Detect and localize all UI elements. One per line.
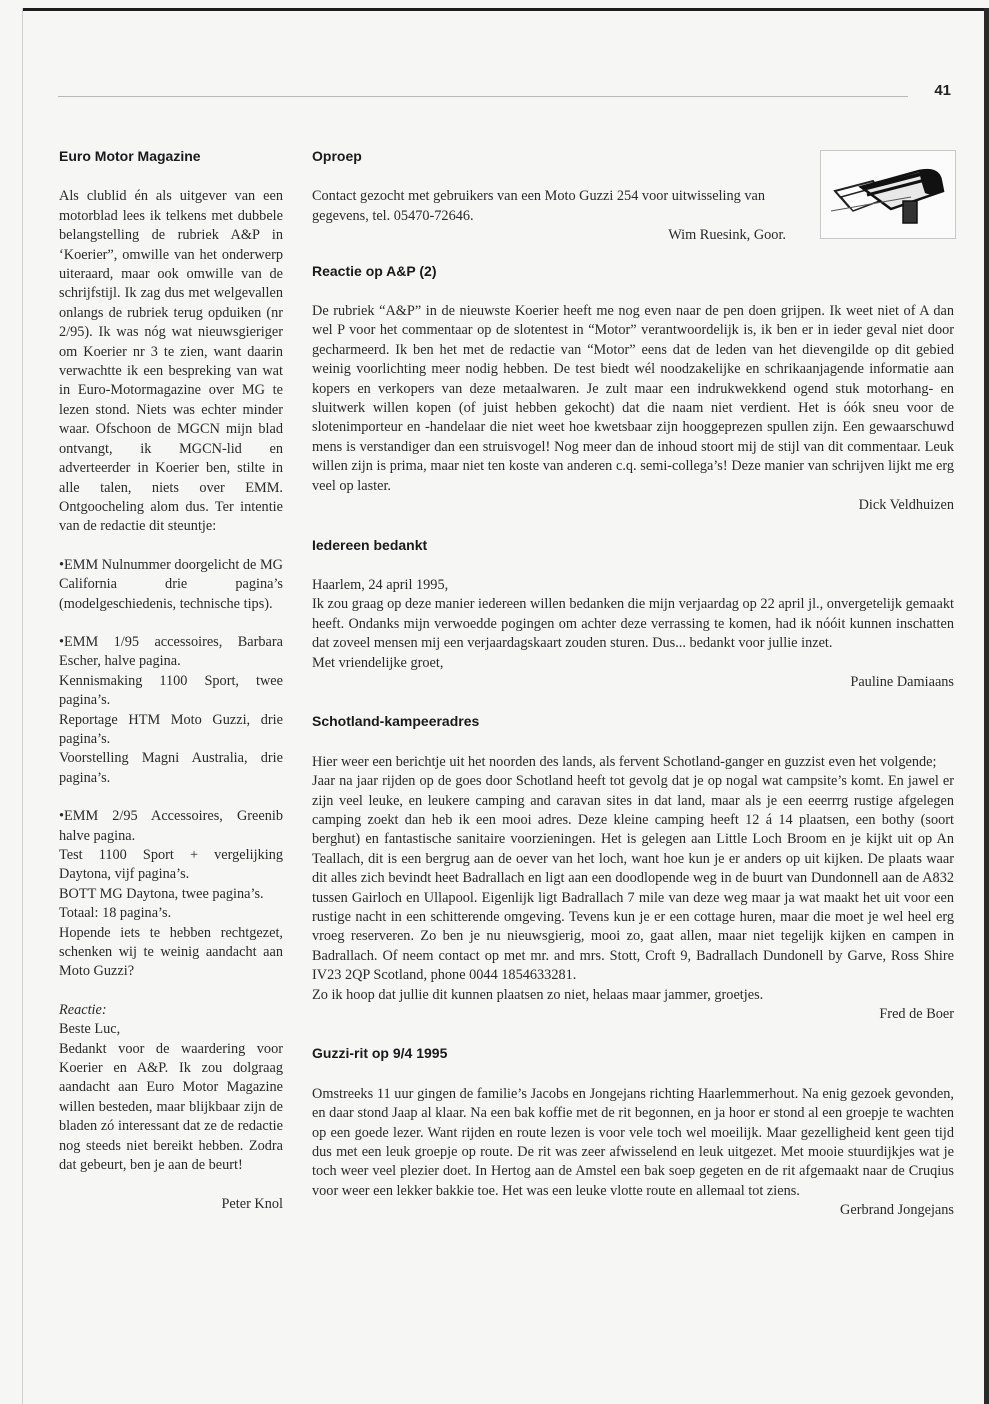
reactie-body: De rubriek “A&P” in de nieuwste Koerier heeft me nog even naar de pen doen grijpen. Ik weet niet of A dan wel P voor het commentaar op de slotentest in “Motor” verantwoordelijk is, ik ben er in ieder geval niet door gecharmeerd. Ik ben het met de redactie van “Motor” eens dat de leden van het dievengilde op dit gebied weinig voorlichting meer nodig hebben. De test biedt wél noodzakelijke en schrikaanjagende informatie aan kopers en verkopers van deze metaalwaren. Je zult maar een indrukwekkend ogend stuk motorhang- en sluitwerk willen kopen (of juist hebben gekocht) dat die naam niet verdient. Het is óók sneu voor de slotenimporteur en -handelaar die niet weet hoe kwetsbaar zijn hooggeprezen spullen zijn. Een gewaarschuwd mens is verstandiger dan een struisvogel! Nog meer dan de inhoud stoort mij de stijl van dit commentaar. Leuk willen zijn is prima, maar niet ten koste van anderen c.q. semi-collega’s! Deze manier van schrijven lijkt me erg veel op laster. <box>312 303 954 494</box>
emm-list-item: •EMM 1/95 accessoires, Barbara Escher, halve pagina. <box>59 633 283 670</box>
signature-dick-veldhuizen: Dick Veldhuizen <box>858 497 954 514</box>
bedankt-date: Haarlem, 24 april 1995, <box>312 576 449 593</box>
emm-list-item: BOTT MG Daytona, twee pagina’s. <box>59 885 264 902</box>
emm-intro: Als clublid én als uitgever van een motorblad lees ik telkens met dubbele belangstelling de rubriek A&P in ‘Koerier”, omwille van het onderwerp uiteraard, maar ook omwille van de schrijfstijl. Ik zag dus met welgevallen onlangs de rubriek terug opduiken (nr 2/95). Ik was nóg wat nieuwsgieriger om Koerier nr 3 te zien, want daarin verwachtte ik een bespreking van wat in Euro-Motormagazine over MG te lezen stond. Niets was echter minder waar. Ofschoon de MGCN mijn blad ontvangt, ik MGCN-lid en adverteerder in Koerier ben, stilte in alle talen, niets over EMM. Ontgoocheling alom dus. Ter intentie van de redactie dit steuntje: <box>59 188 283 535</box>
page-number: 41 <box>934 82 951 99</box>
emm-list-item: •EMM Nulnummer doorgelicht de MG California drie pagina’s (modelgeschiedenis, technische tips). <box>59 556 283 612</box>
emm-list-item: Test 1100 Sport + vergelijking Daytona, vijf pagina’s. <box>59 847 283 883</box>
signature-gerbrand-jongejans: Gerbrand Jongejans <box>840 1202 954 1219</box>
emm-list-item: Totaal: 18 pagina’s. <box>59 905 172 922</box>
emm-list-item: •EMM 2/95 Accessoires, Greenib halve pagina. <box>59 808 283 844</box>
emm-list-item: Reportage HTM Moto Guzzi, drie pagina’s. <box>59 711 283 747</box>
right-page-edge <box>984 8 989 1404</box>
reply-label: Reactie: <box>59 1001 107 1018</box>
signature-fred-de-boer: Fred de Boer <box>879 1006 954 1023</box>
schotland-closing: Zo ik hoop dat jullie dit kunnen plaatsen zo niet, helaas maar jammer, groetjes. <box>312 986 764 1003</box>
bedankt-closing: Met vriendelijke groet, <box>312 654 444 671</box>
signature-pauline-damiaans: Pauline Damiaans <box>850 673 954 690</box>
heading-oproep: Oproep <box>312 148 362 164</box>
header-rule <box>58 96 908 97</box>
heading-guzzi-rit: Guzzi-rit op 9/4 1995 <box>312 1045 448 1062</box>
reply-greeting: Beste Luc, <box>59 1021 121 1038</box>
top-border <box>22 8 989 11</box>
bedankt-body: Ik zou graag op deze manier iedereen willen bedanken die mijn verjaardag op 22 april jl., onvergetelijk gemaakt heeft. Ondanks mijn verwoedde pogingen om achter deze verrassing te komen, had ik nóóit kunnen inschatten dat zoveel mensen mij een verjaardagskaart zouden sturen. Dus... bedankt voor jullie inzet. <box>312 596 954 652</box>
oproep-body: Contact gezocht met gebruikers van een Moto Guzzi 254 voor uitwisseling van gegevens, tel. 05470-72646. <box>312 188 766 224</box>
signature-peter-knol: Peter Knol <box>221 1195 283 1212</box>
left-page-edge <box>22 8 23 1404</box>
schotland-body: Jaar na jaar rijden op de goes door Schotland heeft tot gevolg dat je op nogal wat campsite’s komt. En jawel er zijn veel leuke, en leukere camping and caravan sites in dat land, maar als je een eeerrrg rustige afgelegen camping zoekt dan heb ik een mooi adres. Deze kleine camping heeft 12 á 14 plaatsen, een bothy (soort berghut) en fantastische sanitaire voorzieningen. Het is gelegen aan Little Loch Broom en je kijkt uit op An Teallach, dit is een bergrug aan de oever van het loch, want hoe kun je er anders op uit kijken. De plaats waar dit alles zich bevindt heet Badrallach en ligt aan een doodlopende weg in de buurt van Dundonnell aan de A832 tussen Gairloch en Ullapool. Eigenlijk ligt Badrallach 7 mile van deze weg maar ja wat maakt het uit voor een rustige nacht in een schitterende omgeving. Tevens kun je er een cottage huren, maar die moet je wel heel erg vroeg reserveren. Zo ben je nu nieuwsgierig, mooi zo, gaat allen, maar niet tegelijk kijken en campen in Badrallach. Of neem contact op met mr. and mrs. Stott, Croft 9, Badrallach Dundonell by Garve, Ross Shire IV23 2QP Scotland, phone 0044 1854633281. <box>312 773 954 984</box>
guzzirit-body: Omstreeks 11 uur gingen de familie’s Jacobs en Jongejans richting Haarlemmerhout. Na enig gezoek gevonden, en daar stond Jaap al klaar. Na een bak koffie met de rit begonnen, en ja hoor er stond al een groepje te wachten op een goede lezer. Want rijden en route lezen is voor vele toch wel moeilijk. Maar gezelligheid kent geen tijd dus met een leuk groepje op route. De rit was zeer afwisselend en leuk uitgezet. Met mooie stuurdijkjes wat je toch weer veel plezier doet. In Hertog aan de Amstel een bak soep gegeten en de rit afgemaakt naar de Cruqius voor weer een lekker bakkie toe. Het was een leuke vlotte route en allemaal tot ziens. <box>312 1085 954 1199</box>
right-column <box>312 147 954 1221</box>
signature-wim-ruesink: Wim Ruesink, Goor. <box>668 227 786 244</box>
heading-euro-motor-magazine: Euro Motor Magazine <box>59 148 201 164</box>
left-column <box>59 147 283 1214</box>
emm-list-item: Voorstelling Magni Australia, drie pagina’s. <box>59 750 283 786</box>
heading-reactie-ap: Reactie op A&P (2) <box>312 262 437 279</box>
emm-list-item: Hopende iets te hebben rechtgezet, schenken wij te weinig aandacht aan Moto Guzzi? <box>59 924 283 980</box>
heading-iedereen-bedankt: Iedereen bedankt <box>312 536 428 553</box>
reply-body: Bedankt voor de waardering voor Koerier en A&P. Ik zou dolgraag aandacht aan Euro Motor Magazine willen besteden, maar blijkbaar zijn de bladen zó interessant dat ze de redactie nog steeds niet bereikt hebben. Zodra dat gebeurt, ben je aan de beurt! <box>59 1040 283 1174</box>
emm-list-item: Kennismaking 1100 Sport, twee pagina’s. <box>59 672 283 709</box>
schotland-intro: Hier weer een berichtje uit het noorden des lands, als fervent Schotland-ganger en guzzist even het volgende; <box>312 753 937 770</box>
heading-schotland: Schotland-kampeeradres <box>312 713 480 730</box>
